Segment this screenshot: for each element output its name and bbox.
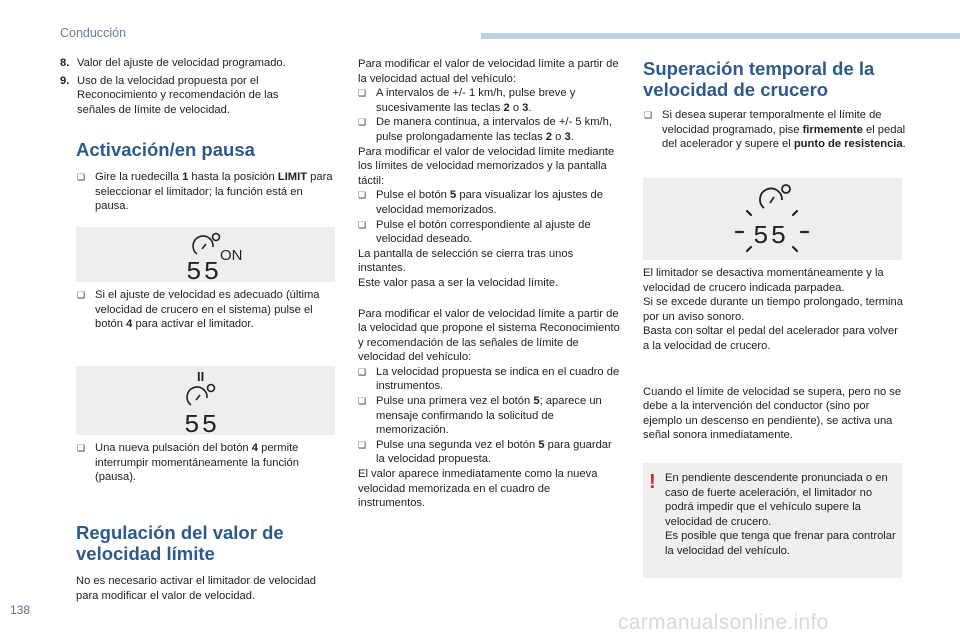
heading-regulation: Regulación del valor de velocidad límite xyxy=(76,522,284,564)
warning-icon: ! xyxy=(649,471,656,493)
speed-value: 55 xyxy=(186,257,222,282)
column-1 xyxy=(60,56,337,117)
bullet-icon: ❑ xyxy=(358,190,367,201)
heading-override: Superación temporal de la velocidad de crucero xyxy=(643,58,875,100)
watermark: carmanualsonline.info xyxy=(618,611,829,634)
list-item: ❑ Pulse el botón correspondiente al ajuste de velocidad deseado. xyxy=(358,218,591,246)
speed-value: 55 xyxy=(184,410,220,435)
override-bullet: ❑ Si desea superar temporalmente el límite de velocidad programado, pise firmemente el pedal del acelerador y supere el punto de resistencia. xyxy=(644,109,906,151)
header-bar xyxy=(481,33,960,39)
heading-activation: Activación/en pausa xyxy=(76,139,255,160)
list-item: ❑ La velocidad propuesta se indica en el cuadro de instrumentos. xyxy=(358,365,620,393)
bullet-icon: ❑ xyxy=(77,172,86,182)
warning-box: ! En pendiente descendente pronunciada o en caso de fuerte aceleración, el limitador no podrá impedir que el vehículo supere la velocidad de crucero. Es posible que tenga que frenar para controlar la velocidad del vehículo. xyxy=(643,463,902,578)
bullet-icon: ❑ xyxy=(358,117,367,128)
bullet-icon: ❑ xyxy=(644,110,653,120)
limiter-on-illustration xyxy=(76,227,335,282)
bullet-icon: ❑ xyxy=(77,290,86,300)
activation-bullet-2: ❑ Si el ajuste de velocidad es adecuado (última velocidad de crucero en el sistema) pulse el botón 4 para activar el limitador. xyxy=(77,289,320,331)
activation-bullet-1: ❑ Gire la ruedecilla 1 hasta la posición LIMIT para seleccionar el limitador; la función está en pausa. xyxy=(77,171,333,213)
page-number: 138 xyxy=(10,603,31,617)
list-item: ❑ Pulse el botón 5 para visualizar los ajustes de velocidad memorizados. xyxy=(358,189,604,216)
bullet-icon: ❑ xyxy=(358,219,367,230)
pause-icon: II xyxy=(197,369,205,384)
regulation-text: No es necesario activar el limitador de velocidad para modificar el valor de velocidad. xyxy=(76,575,317,602)
bullet-icon: ❑ xyxy=(358,88,367,99)
list-item-8: 8. Valor del ajuste de velocidad programado. xyxy=(60,57,286,69)
bullet-icon: ❑ xyxy=(77,443,86,453)
column-3-text: El limitador se desactiva momentáneamente y la velocidad de crucero indicada parpadea. Si se excede durante un tiempo prolongado, termina por un aviso sonoro. Basta con soltar el pedal del acelerador para volver a la velocidad de crucero. Cuando el límite de velocidad se supera, pero no se debe a la intervención del conductor (sino por ejemplo un descenso en pendiente), se activa una señal sonora inmediatamente. xyxy=(643,267,903,442)
speedometer-icon xyxy=(187,385,214,406)
list-item: ❑ Pulse una segunda vez el botón 5 para guardar la velocidad propuesta. xyxy=(358,438,612,466)
activation-bullet-3: ❑ Una nueva pulsación del botón 4 permite interrumpir momentáneamente la función (pausa). xyxy=(77,442,299,484)
list-item-9: 9. Uso de la velocidad propuesta por el Reconocimiento y recomendación de las señales de límite de velocidad. xyxy=(60,74,279,116)
bullet-icon: ❑ xyxy=(358,439,367,450)
bullet-icon: ❑ xyxy=(358,396,367,407)
column-2: Para modificar el valor de velocidad límite a partir de la velocidad actual del vehículo: ❑ A intervalos de +/- 1 km/h, pulse breve y sucesivamente las teclas 2 o 3. ❑ De manera continua, a intervalos de +/- 5 km/h, pulse prolongadamente las teclas 2 o 3. Para modificar el valor de velocidad límite mediante los límites de velocidad memorizados y la pantalla táctil: ❑ Pulse el botón 5 para visualizar los ajustes de velocidad memorizados. ❑ Pulse el botón correspondiente al ajuste de velocidad deseado. La pantalla de selección se cierra tras unos instantes. Este valor pasa a ser la velocidad límite. Para modificar el valor de velocidad límite a partir de la velocidad que propone el sistema Reconocimiento y recomendación de las señales de límite de velocidad del vehículo: ❑ La velocidad propuesta se indica en el cuadro de instrumentos. ❑ Pulse una primera vez el botón 5; aparece un mensaje confirmando la solicitud de memorización. ❑ Pulse una segunda vez el botón 5 para guardar la velocidad propuesta. El valor aparece inmediatamente como la nueva velocidad memorizada en el cuadro de instrumentos. xyxy=(358,58,620,510)
section-header: Conducción xyxy=(60,26,127,40)
limiter-overspeed-illustration xyxy=(643,178,902,260)
on-label: ON xyxy=(220,247,243,264)
limiter-pause-illustration xyxy=(76,366,335,435)
speed-value: 55 xyxy=(753,221,789,251)
list-item: ❑ Pulse una primera vez el botón 5; aparece un mensaje confirmando la solicitud de memorización. xyxy=(358,395,602,437)
list-item: ❑ A intervalos de +/- 1 km/h, pulse breve y sucesivamente las teclas 2 o 3. xyxy=(358,87,576,114)
speedometer-icon xyxy=(760,185,790,208)
speedometer-icon xyxy=(193,234,219,255)
bullet-icon: ❑ xyxy=(358,366,367,377)
list-item: ❑ De manera continua, a intervalos de +/- 5 km/h, pulse prolongadamente las teclas 2 o 3. xyxy=(358,116,612,143)
